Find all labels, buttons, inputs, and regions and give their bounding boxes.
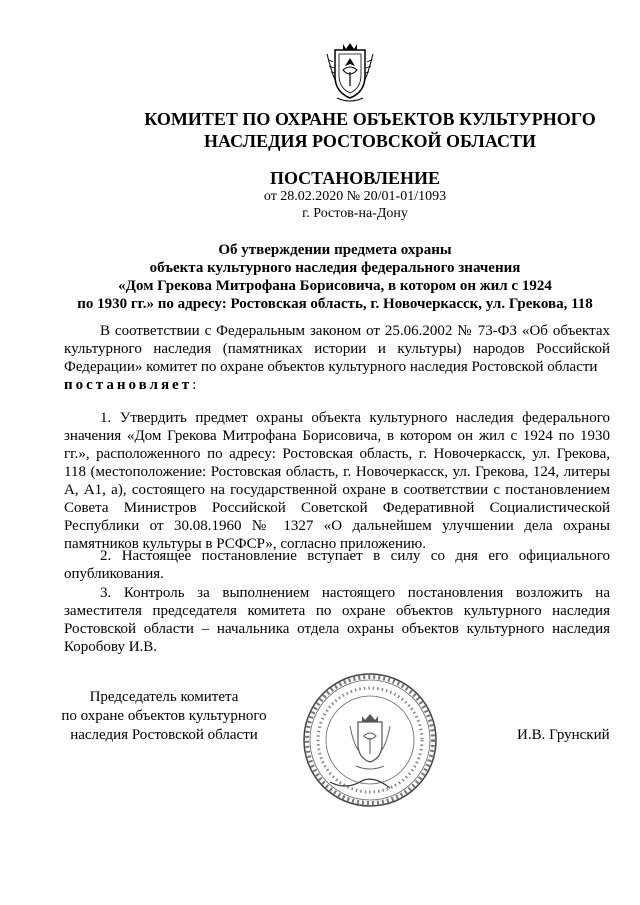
item-3-paragraph: 3. Контроль за выполнением настоящего постановления возложить на заместителя председателя комитета по охране объектов культурного наследия Ростовской области – начальника отдела охраны объектов культурного наследия Коробову И.В. — [64, 585, 610, 655]
item-1-paragraph: 1. Утвердить предмет охраны объекта культурного наследия федерального значения «Дом Грекова Митрофана Борисовича, в котором он жил с 1924 по 1930 гг.», расположенного по адресу: Ростовская область, г. Новочеркасск, ул. Грекова, 118 (местоположение: Ростовская область, г. Новочеркасск, ул. Грекова, 124, литеры А, А1, а), состоящего на государственной охране в соответствии с постановлением Совета Министров Российской Советской Федеративной Социалистической Республики от 30.08.1960 № 1327 «О дальнейшем улучшении дела охраны памятников культуры в РСФСР», согласно приложению. — [64, 410, 610, 552]
coat-of-arms-emblem — [323, 40, 377, 104]
subject-line-1: Об утверждении предмета охраны — [218, 242, 452, 258]
signatory-title — [48, 688, 280, 745]
resolves-word: постановляет — [64, 377, 193, 393]
intro-paragraph — [64, 322, 610, 394]
item-2-paragraph: 2. Настоящее постановление вступает в силу со дня его официального опубликования. — [64, 548, 610, 582]
subject-line-2: объекта культурного наследия федерального значения — [149, 260, 521, 276]
signatory-name: И.В. Грунский — [517, 727, 610, 743]
official-round-seal — [300, 670, 440, 810]
intro-text: В соответствии с Федеральным законом от 25.06.2002 № 73-ФЗ «Об объектах культурного наследия (памятниках истории и культуры) народов Российской Федерации» комитет по охране объектов культурного наследия Ростовской области — [64, 323, 610, 375]
subject-line-4: по 1930 гг.» по адресу: Ростовская область, г. Новочеркасск, ул. Грекова, 118 — [77, 296, 593, 312]
signatory-title-line-3: наследия Ростовской области — [70, 727, 258, 743]
document-type-title: ПОСТАНОВЛЕНИЕ — [269, 168, 441, 188]
document-city: г. Ростов-на-Дону — [302, 206, 408, 221]
committee-name-line-2: НАСЛЕДИЯ РОСТОВСКОЙ ОБЛАСТИ — [204, 131, 536, 151]
signatory-title-line-1: Председатель комитета — [89, 689, 239, 705]
resolves-colon: : — [192, 377, 197, 393]
signatory-title-line-2: по охране объектов культурного — [61, 708, 267, 724]
committee-name-line-1: КОМИТЕТ ПО ОХРАНЕ ОБЪЕКТОВ КУЛЬТУРНОГО — [144, 109, 596, 129]
subject-line-3: «Дом Грекова Митрофана Борисовича, в котором он жил с 1924 — [118, 278, 552, 294]
document-date-number: от 28.02.2020 № 20/01-01/1093 — [263, 189, 447, 204]
